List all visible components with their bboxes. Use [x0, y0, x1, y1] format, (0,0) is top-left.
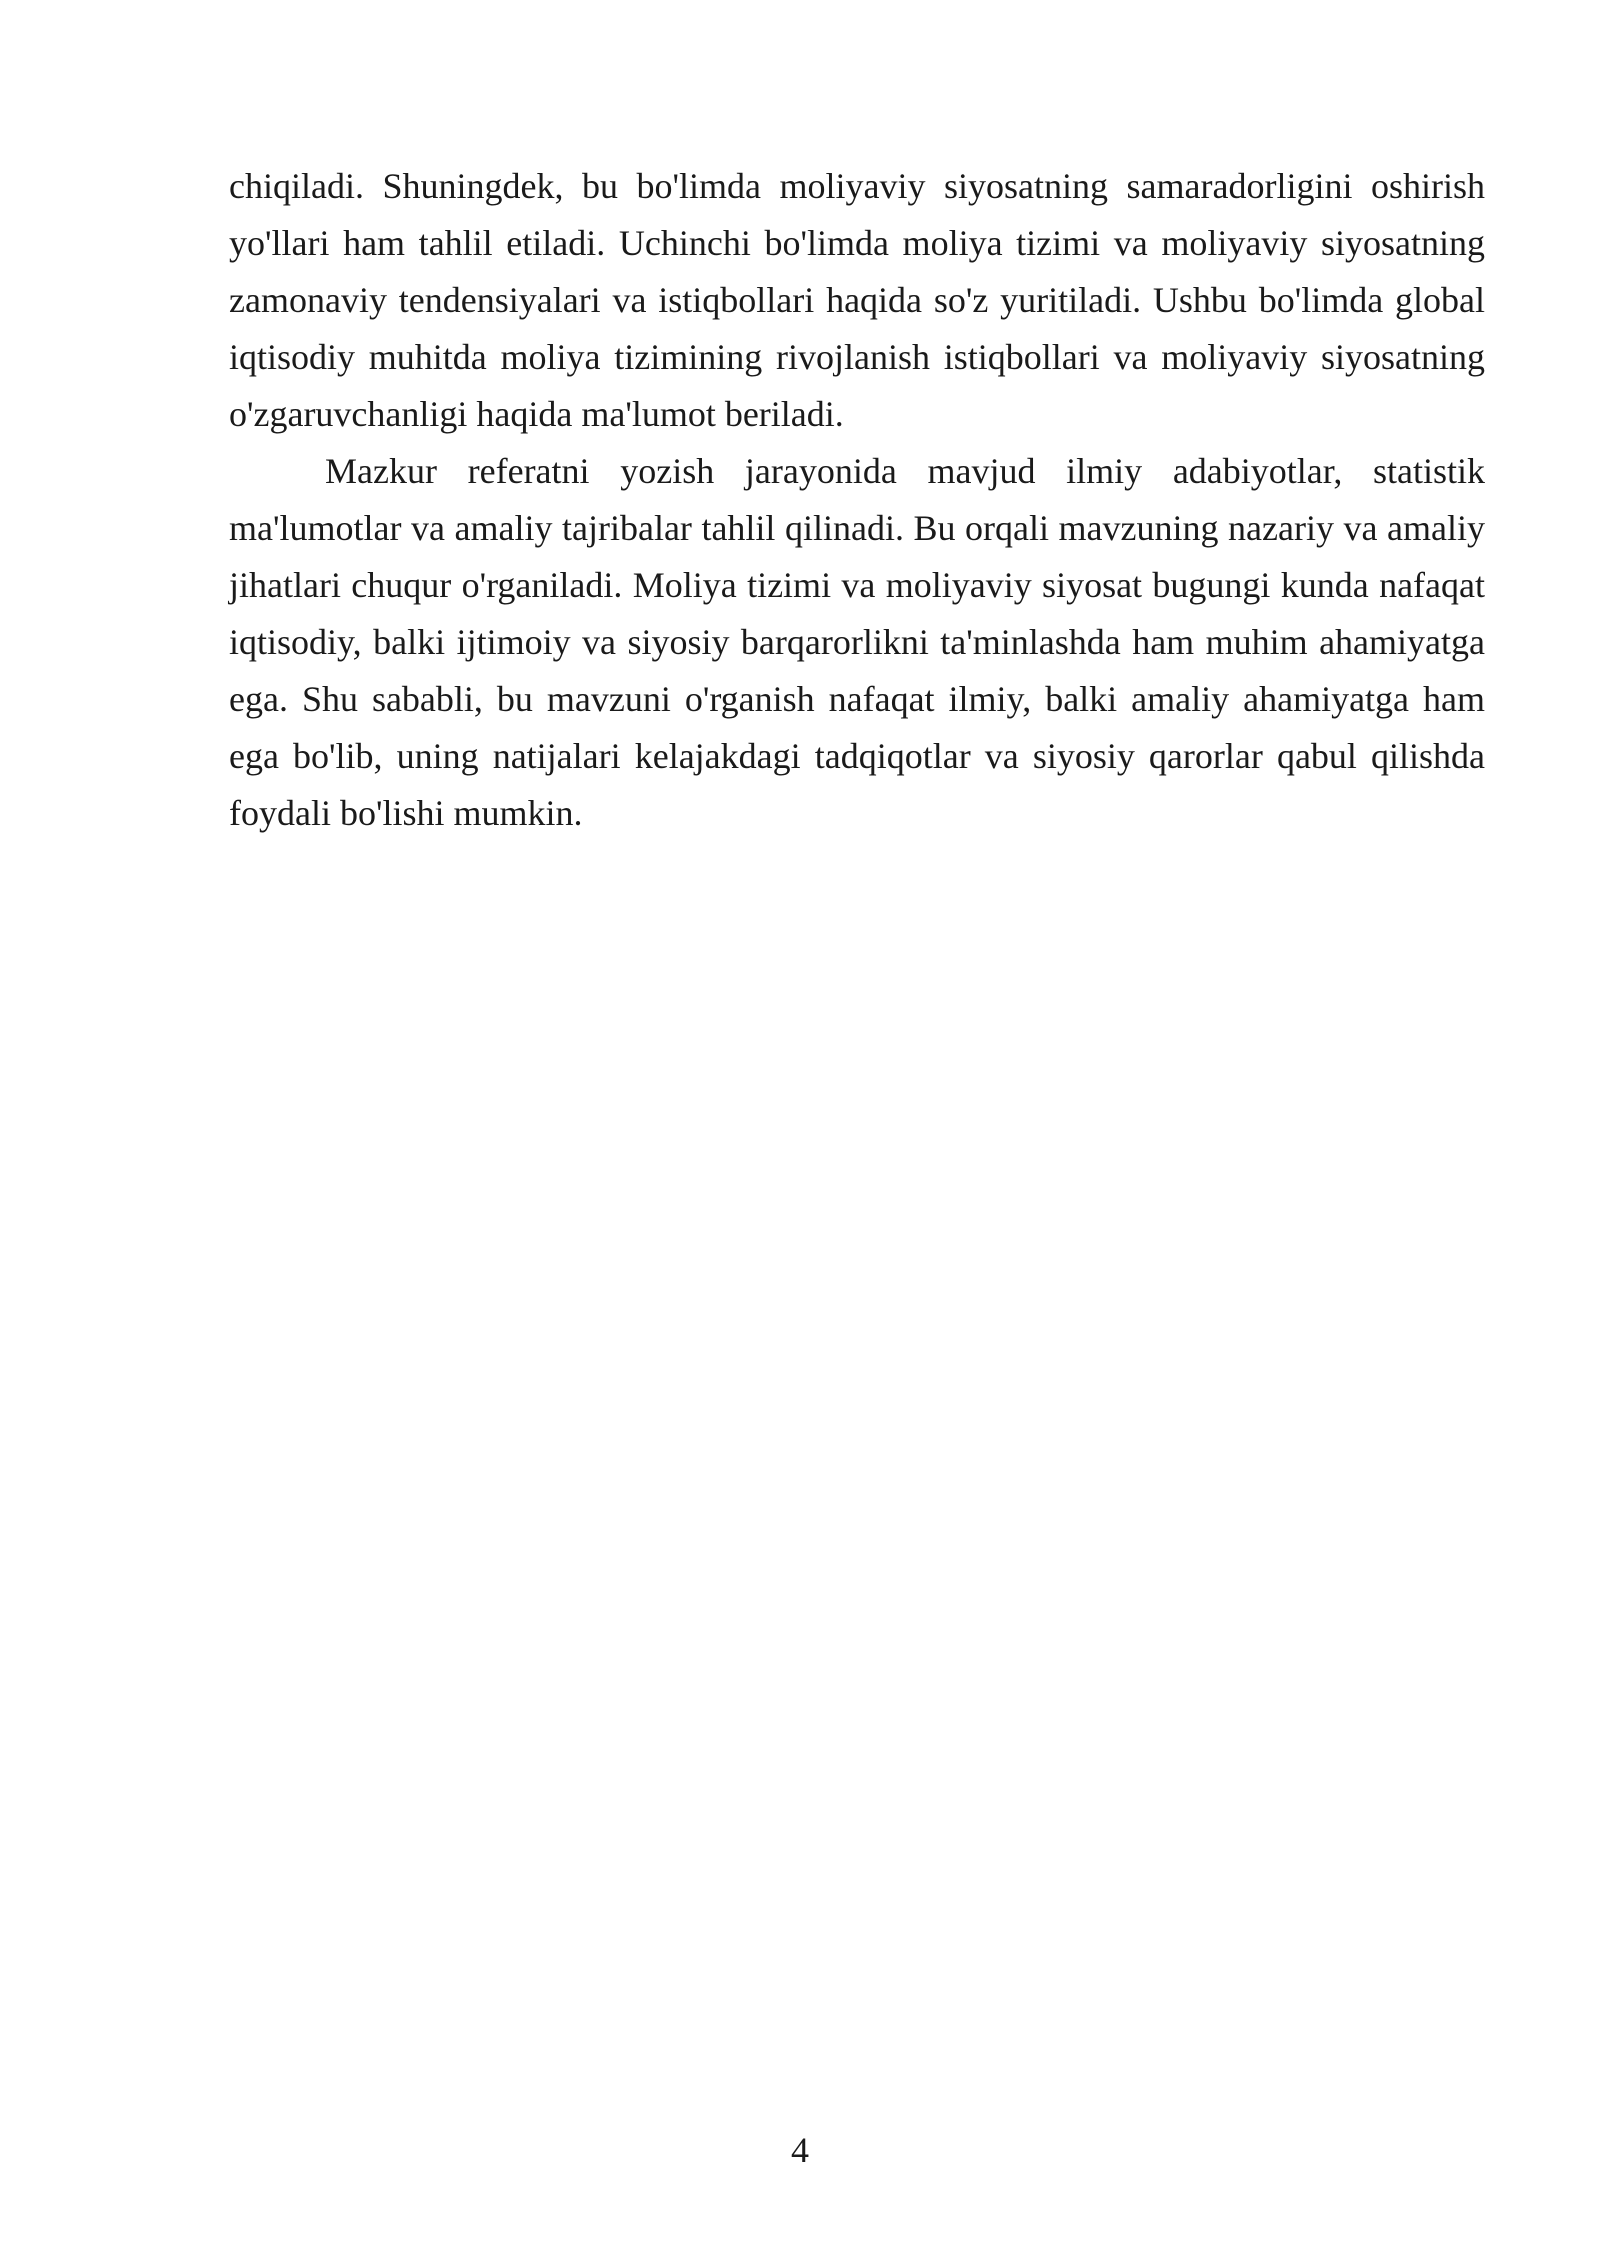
- body-text: [229, 158, 1485, 842]
- page-number: 4: [791, 2130, 809, 2170]
- paragraph-continuation: chiqiladi. Shuningdek, bu bo'limda moliyaviy siyosatning samaradorligini oshirish yo'llari ham tahlil etiladi. Uchinchi bo'limda moliya tizimi va moliyaviy siyosatning zamonaviy tendensiyalari va istiqbollari haqida so'z yuritiladi. Ushbu bo'limda global iqtisodiy muhitda moliya tizimining rivojlanish istiqbollari va moliyaviy siyosatning o'zgaruvchanligi haqida ma'lumot beriladi.: [229, 166, 1485, 434]
- paragraph: Mazkur referatni yozish jarayonida mavjud ilmiy adabiyotlar, statistik ma'lumotlar va amaliy tajribalar tahlil qilinadi. Bu orqali mavzuning nazariy va amaliy jihatlari chuqur o'rganiladi. Moliya tizimi va moliyaviy siyosat bugungi kunda nafaqat iqtisodiy, balki ijtimoiy va siyosiy barqarorlikni ta'minlashda ham muhim ahamiyatga ega. Shu sababli, bu mavzuni o'rganish nafaqat ilmiy, balki amaliy ahamiyatga ham ega bo'lib, uning natijalari kelajakdagi tadqiqotlar va siyosiy qarorlar qabul qilishda foydali bo'lishi mumkin.: [229, 451, 1485, 833]
